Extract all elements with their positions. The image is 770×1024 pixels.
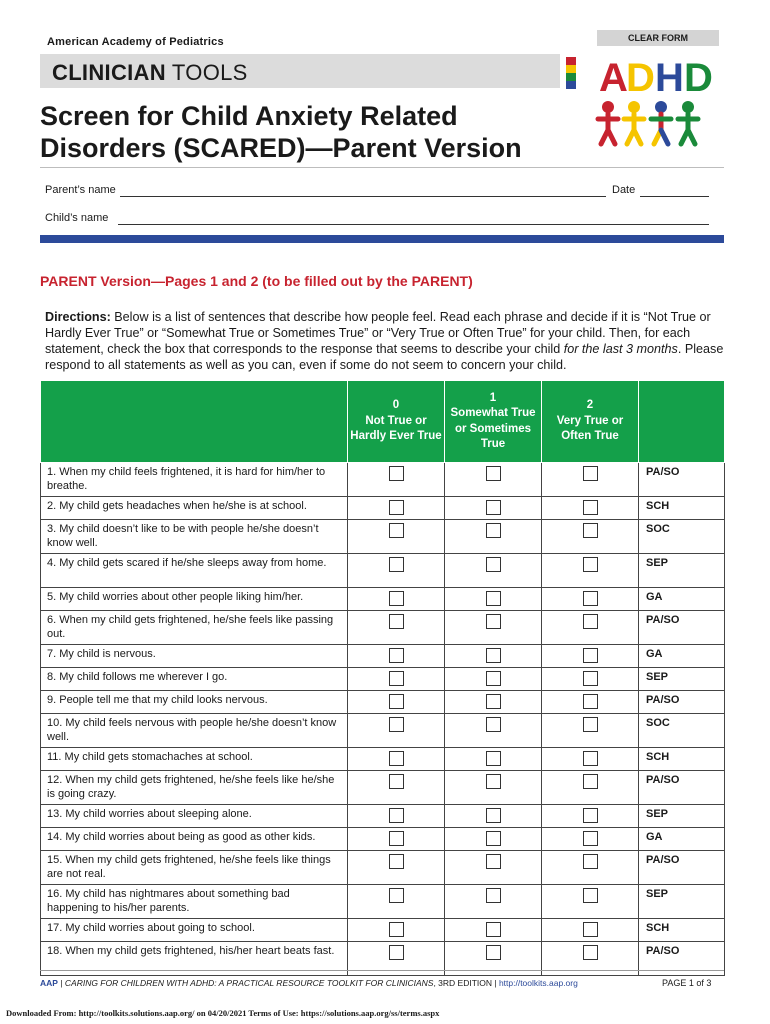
question-text: 10. My child feels nervous with people he/she doesn’t know well. [41, 714, 348, 748]
table-row [41, 771, 725, 805]
page-title [40, 100, 560, 164]
response-cell-1 [445, 691, 542, 714]
response-checkbox-2[interactable] [583, 774, 598, 789]
subscale-code: PA/SO [639, 942, 725, 976]
question-text: 12. When my child gets frightened, he/she feels like he/she is going crazy. [41, 771, 348, 805]
table-row [41, 554, 725, 588]
question-text: 16. My child has nightmares about something bad happening to his/her parents. [41, 885, 348, 919]
response-checkbox-2[interactable] [583, 945, 598, 960]
subscale-code: SCH [639, 748, 725, 771]
response-checkbox-1[interactable] [486, 888, 501, 903]
directions-italic: for the last 3 months [563, 342, 678, 356]
response-cell-0 [348, 851, 445, 885]
response-cell-1 [445, 588, 542, 611]
response-checkbox-0[interactable] [389, 888, 404, 903]
child-name-label: Child’s name [45, 212, 109, 224]
footer-aap: AAP [40, 978, 58, 988]
response-cell-2 [542, 520, 639, 554]
date-field[interactable] [640, 184, 709, 197]
response-checkbox-0[interactable] [389, 945, 404, 960]
column-number: 0 [392, 399, 400, 412]
question-text: 18. When my child gets frightened, his/her heart beats fast. [41, 942, 348, 976]
svg-text:H: H [655, 56, 684, 100]
question-text: 13. My child worries about sleeping alone. [41, 805, 348, 828]
response-cell-0 [348, 463, 445, 497]
column-label: Somewhat True or Sometimes True [450, 407, 536, 450]
question-text: 14. My child worries about being as good as other kids. [41, 828, 348, 851]
response-cell-2 [542, 885, 639, 919]
column-label: Not True or Hardly Ever True [350, 414, 442, 443]
table-row [41, 588, 725, 611]
response-cell-0 [348, 588, 445, 611]
child-name-field[interactable] [118, 212, 709, 225]
response-checkbox-0[interactable] [389, 774, 404, 789]
subscale-code: PA/SO [639, 691, 725, 714]
title-line-2: Disorders (SCARED)—Parent Version [40, 133, 522, 163]
table-row [41, 691, 725, 714]
response-cell-0 [348, 520, 445, 554]
response-cell-1 [445, 611, 542, 645]
download-notice: Downloaded From: http://toolkits.solutions.aap.org/ on 04/20/2021 Terms of Use: https://solutions.aap.org/ss/terms.aspx [6, 1008, 440, 1018]
table-row [41, 851, 725, 885]
response-checkbox-2[interactable] [583, 694, 598, 709]
tools-word: TOOLS [165, 60, 248, 85]
response-checkbox-1[interactable] [486, 808, 501, 823]
subscale-code: SCH [639, 919, 725, 942]
response-cell-0 [348, 668, 445, 691]
subscale-code: SEP [639, 668, 725, 691]
response-checkbox-0[interactable] [389, 671, 404, 686]
subscale-code: SEP [639, 885, 725, 919]
directions-body: Below is a list of sentences that describe how people feel. Read each phrase and decide if it is “Not True or Hardly Ever True” or “Somewhat True or Sometimes True” or “Very True or Often True” for your child. Then, for each statement, check the box that corresponds to the response that seems to describe your child [45, 310, 711, 356]
response-cell-0 [348, 771, 445, 805]
response-checkbox-0[interactable] [389, 854, 404, 869]
subscale-code: PA/SO [639, 611, 725, 645]
response-cell-2 [542, 771, 639, 805]
response-checkbox-0[interactable] [389, 808, 404, 823]
table-header-code [639, 381, 725, 463]
questions-body [41, 463, 725, 976]
response-checkbox-0[interactable] [389, 831, 404, 846]
question-text: 4. My child gets scared if he/she sleeps away from home. [41, 554, 348, 588]
response-checkbox-1[interactable] [486, 831, 501, 846]
table-row [41, 611, 725, 645]
table-row [41, 748, 725, 771]
adhd-logo [566, 52, 721, 152]
response-cell-2 [542, 611, 639, 645]
response-cell-2 [542, 748, 639, 771]
response-checkbox-1[interactable] [486, 466, 501, 481]
directions-label: Directions: [45, 310, 111, 324]
response-checkbox-0[interactable] [389, 557, 404, 572]
response-cell-1 [445, 714, 542, 748]
response-cell-1 [445, 885, 542, 919]
response-checkbox-1[interactable] [486, 922, 501, 937]
response-checkbox-1[interactable] [486, 751, 501, 766]
response-cell-0 [348, 691, 445, 714]
response-checkbox-1[interactable] [486, 557, 501, 572]
clinician-bold: CLINICIAN [52, 60, 166, 85]
response-checkbox-2[interactable] [583, 922, 598, 937]
subscale-code: GA [639, 588, 725, 611]
response-cell-1 [445, 805, 542, 828]
page-number: PAGE 1 of 3 [662, 978, 712, 988]
response-checkbox-2[interactable] [583, 648, 598, 663]
response-checkbox-1[interactable] [486, 717, 501, 732]
response-cell-2 [542, 463, 639, 497]
response-checkbox-0[interactable] [389, 523, 404, 538]
organization-name: American Academy of Pediatrics [47, 36, 224, 48]
column-header-2 [542, 381, 639, 463]
question-text: 15. When my child gets frightened, he/she feels like things are not real. [41, 851, 348, 885]
response-checkbox-1[interactable] [486, 694, 501, 709]
response-cell-2 [542, 668, 639, 691]
table-row [41, 497, 725, 520]
title-divider [40, 167, 724, 168]
question-text: 3. My child doesn’t like to be with people he/she doesn’t know well. [41, 520, 348, 554]
question-text: 11. My child gets stomachaches at school. [41, 748, 348, 771]
response-checkbox-0[interactable] [389, 694, 404, 709]
response-cell-1 [445, 851, 542, 885]
response-checkbox-1[interactable] [486, 591, 501, 606]
response-cell-2 [542, 691, 639, 714]
response-checkbox-0[interactable] [389, 648, 404, 663]
response-checkbox-1[interactable] [486, 854, 501, 869]
question-text: 6. When my child gets frightened, he/she feels like passing out. [41, 611, 348, 645]
question-text: 17. My child worries about going to school. [41, 919, 348, 942]
parent-name-row [45, 184, 116, 196]
response-cell-1 [445, 828, 542, 851]
response-cell-2 [542, 714, 639, 748]
svg-text:D: D [684, 56, 713, 100]
table-row [41, 668, 725, 691]
footer-edition: , 3RD EDITION | [433, 978, 499, 988]
question-text: 8. My child follows me wherever I go. [41, 668, 348, 691]
response-cell-1 [445, 645, 542, 668]
subscale-code: SOC [639, 714, 725, 748]
response-cell-0 [348, 885, 445, 919]
directions-body-end: . Please respond to all statements as well as you can, even if some do not seem to concern your child. [45, 342, 724, 372]
response-checkbox-2[interactable] [583, 831, 598, 846]
response-cell-1 [445, 748, 542, 771]
response-checkbox-0[interactable] [389, 466, 404, 481]
response-checkbox-1[interactable] [486, 945, 501, 960]
svg-text:A: A [599, 56, 628, 100]
response-checkbox-0[interactable] [389, 922, 404, 937]
response-checkbox-2[interactable] [583, 854, 598, 869]
response-checkbox-1[interactable] [486, 648, 501, 663]
response-cell-2 [542, 851, 639, 885]
table-header-blank [41, 381, 348, 463]
footer-divider [40, 970, 724, 971]
column-label: Very True or Often True [556, 414, 624, 443]
response-cell-1 [445, 919, 542, 942]
response-checkbox-2[interactable] [583, 808, 598, 823]
subscale-code: PA/SO [639, 851, 725, 885]
column-number: 1 [489, 391, 497, 404]
response-checkbox-0[interactable] [389, 591, 404, 606]
response-checkbox-2[interactable] [583, 466, 598, 481]
question-text: 1. When my child feels frightened, it is hard for him/her to breathe. [41, 463, 348, 497]
parent-name-field[interactable] [120, 184, 606, 197]
table-row [41, 828, 725, 851]
response-cell-1 [445, 668, 542, 691]
subscale-code: SEP [639, 554, 725, 588]
response-cell-2 [542, 588, 639, 611]
footer-separator: | [57, 978, 65, 988]
response-checkbox-2[interactable] [583, 557, 598, 572]
subscale-code: PA/SO [639, 771, 725, 805]
response-cell-2 [542, 805, 639, 828]
response-cell-0 [348, 828, 445, 851]
subscale-code: SOC [639, 520, 725, 554]
footer-book-title: CARING FOR CHILDREN WITH ADHD: A PRACTICAL RESOURCE TOOLKIT FOR CLINICIANS [64, 978, 434, 988]
clear-form-button[interactable]: CLEAR FORM [597, 30, 719, 46]
response-checkbox-1[interactable] [486, 500, 501, 515]
table-row [41, 919, 725, 942]
response-cell-0 [348, 554, 445, 588]
response-cell-1 [445, 463, 542, 497]
table-row [41, 520, 725, 554]
response-cell-1 [445, 520, 542, 554]
response-cell-0 [348, 611, 445, 645]
response-checkbox-2[interactable] [583, 614, 598, 629]
response-checkbox-2[interactable] [583, 591, 598, 606]
response-cell-0 [348, 805, 445, 828]
subscale-code: PA/SO [639, 463, 725, 497]
table-row [41, 463, 725, 497]
response-cell-1 [445, 771, 542, 805]
response-cell-2 [542, 828, 639, 851]
date-label: Date [612, 184, 636, 196]
table-row [41, 714, 725, 748]
response-checkbox-2[interactable] [583, 751, 598, 766]
response-checkbox-2[interactable] [583, 523, 598, 538]
table-row [41, 885, 725, 919]
response-checkbox-2[interactable] [583, 671, 598, 686]
response-cell-2 [542, 554, 639, 588]
subscale-code: SCH [639, 497, 725, 520]
table-row [41, 645, 725, 668]
response-cell-2 [542, 919, 639, 942]
subscale-code: GA [639, 645, 725, 668]
question-text: 2. My child gets headaches when he/she is at school. [41, 497, 348, 520]
response-cell-1 [445, 554, 542, 588]
column-number: 2 [586, 399, 594, 412]
response-checkbox-2[interactable] [583, 888, 598, 903]
subscale-code: SEP [639, 805, 725, 828]
response-checkbox-0[interactable] [389, 500, 404, 515]
adhd-logo-graphic [566, 52, 721, 152]
footer-link[interactable]: http://toolkits.aap.org [498, 978, 578, 988]
response-cell-0 [348, 714, 445, 748]
response-cell-0 [348, 645, 445, 668]
response-cell-2 [542, 497, 639, 520]
parent-name-label: Parent’s name [45, 184, 116, 196]
question-text: 9. People tell me that my child looks nervous. [41, 691, 348, 714]
response-cell-0 [348, 748, 445, 771]
response-checkbox-1[interactable] [486, 671, 501, 686]
directions-text [45, 309, 725, 373]
clinician-tools-label [52, 60, 248, 86]
questionnaire-table [40, 380, 724, 976]
footer-citation [40, 978, 578, 988]
column-header-0 [348, 381, 445, 463]
response-checkbox-0[interactable] [389, 614, 404, 629]
response-cell-1 [445, 497, 542, 520]
response-cell-0 [348, 919, 445, 942]
response-checkbox-1[interactable] [486, 523, 501, 538]
question-text: 5. My child worries about other people liking him/her. [41, 588, 348, 611]
response-checkbox-1[interactable] [486, 774, 501, 789]
question-text: 7. My child is nervous. [41, 645, 348, 668]
response-checkbox-2[interactable] [583, 500, 598, 515]
title-line-1: Screen for Child Anxiety Related [40, 101, 458, 131]
response-checkbox-0[interactable] [389, 751, 404, 766]
response-checkbox-0[interactable] [389, 717, 404, 732]
svg-text:D: D [626, 56, 655, 100]
response-checkbox-2[interactable] [583, 717, 598, 732]
section-heading: PARENT Version—Pages 1 and 2 (to be filled out by the PARENT) [40, 273, 473, 289]
column-header-1 [445, 381, 542, 463]
response-cell-2 [542, 645, 639, 668]
response-cell-0 [348, 497, 445, 520]
response-checkbox-1[interactable] [486, 614, 501, 629]
subscale-code: GA [639, 828, 725, 851]
table-row [41, 805, 725, 828]
section-divider-bar [40, 235, 724, 243]
clinician-tools-banner [40, 54, 560, 88]
